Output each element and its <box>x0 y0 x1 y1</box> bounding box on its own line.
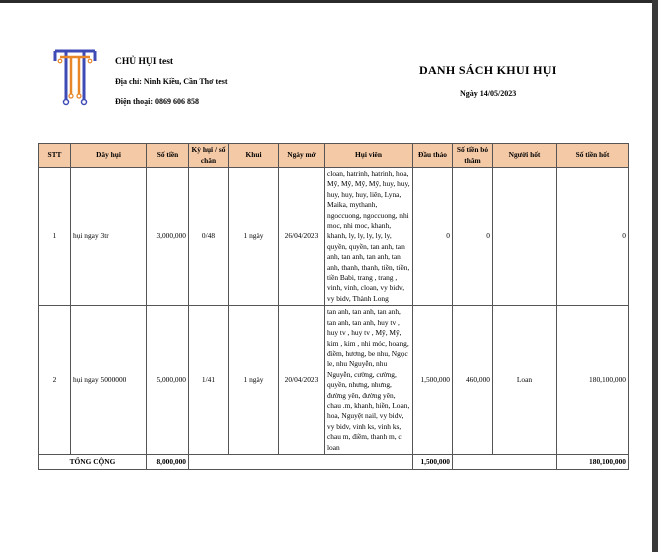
col-header-khui: Khui <box>229 144 279 168</box>
table-row <box>39 306 629 455</box>
table-row <box>39 168 629 306</box>
cell-stt: 1 <box>39 168 71 306</box>
col-header-tien-hot: Số tiền hốt <box>557 144 629 168</box>
cell-period: 1/41 <box>189 306 229 455</box>
cell-tien-hot: 180,100,000 <box>557 306 629 455</box>
cell-nguoi-hot: Loan <box>493 306 557 455</box>
cell-name: hụi ngay 5000000 <box>71 306 147 455</box>
cell-members: cloan, hatrinh, hatrinh, hoa, Mỹ, Mỹ, Mỹ, Mỹ, huy, huy, huy, huy, huy, liên, Lyna, Maika, mythanh, ngoccuong, ngoccuong, nhi moc, nhi moc, khanh, khanh, ly, ly, ly, ly, ly, quyền, quyền, tan anh, tan anh, tan anh, tan anh, tan anh, thanh, thanh, tiền, tiền, tiền Babi, trang , trang , vinh, vinh, cloan, vy bidv, vy bidv, Thành Long <box>325 168 413 306</box>
col-header-open-date: Ngày mở <box>279 144 325 168</box>
total-amount: 8,000,000 <box>147 454 189 469</box>
col-header-members: Hụi viên <box>325 144 413 168</box>
cell-members: tan anh, tan anh, tan anh, tan anh, tan anh, huy tv , huy tv , huy tv , Mỹ, Mỹ, kim , kim , nhi móc, hoang, điềm, hương, be nhu, Ngọc le, nhu Nguyễn, nhu Nguyễn, cường, cường, quyền, nhưng, nhưng, đường yên, đường yên, chau .m, khanh, hiền, Loan, hoa, Nguyệt nail, vy bidv, vy bidv, vinh ks, vinh ks, chau m, điềm, thanh m, c loan <box>325 306 413 455</box>
total-label: TỔNG CỘNG <box>39 454 147 469</box>
cell-khui: 1 ngày <box>229 306 279 455</box>
cell-period: 0/48 <box>189 168 229 306</box>
total-empty-2 <box>453 454 557 469</box>
scrollbar[interactable] <box>652 0 658 552</box>
cell-bo-tham: 0 <box>453 168 493 306</box>
hui-table <box>38 143 629 470</box>
cell-name: hụi ngay 3tr <box>71 168 147 306</box>
table-header-row <box>39 144 629 168</box>
cell-bo-tham: 460,000 <box>453 306 493 455</box>
cell-khui: 1 ngày <box>229 168 279 306</box>
col-header-nguoi-hot: Người hốt <box>493 144 557 168</box>
total-row <box>39 454 629 469</box>
document-title: DANH SÁCH KHUI HỤI <box>419 63 557 77</box>
cell-open-date: 20/04/2023 <box>279 306 325 455</box>
total-dau-thao: 1,500,000 <box>413 454 453 469</box>
cell-tien-hot: 0 <box>557 168 629 306</box>
col-header-name: Dây hụi <box>71 144 147 168</box>
cell-amount: 3,000,000 <box>147 168 189 306</box>
total-tien-hot: 180,100,000 <box>557 454 629 469</box>
owner-name: CHỦ HỤI test <box>115 57 174 67</box>
owner-address: Địa chỉ: Ninh Kiều, Cần Thơ test <box>115 77 228 86</box>
cell-dau-thao: 1,500,000 <box>413 306 453 455</box>
col-header-stt: STT <box>39 144 71 168</box>
cell-nguoi-hot <box>493 168 557 306</box>
col-header-dau-thao: Đầu thảo <box>413 144 453 168</box>
cell-open-date: 26/04/2023 <box>279 168 325 306</box>
owner-phone: Điện thoại: 0869 606 858 <box>115 97 199 106</box>
total-empty <box>189 454 413 469</box>
t-circuit-logo <box>52 48 98 108</box>
col-header-period: Kỳ hụi / số chân <box>189 144 229 168</box>
col-header-bo-tham: Số tiền bỏ thăm <box>453 144 493 168</box>
cell-amount: 5,000,000 <box>147 306 189 455</box>
col-header-amount: Số tiền <box>147 144 189 168</box>
document-date: Ngày 14/05/2023 <box>460 89 517 98</box>
cell-stt: 2 <box>39 306 71 455</box>
cell-dau-thao: 0 <box>413 168 453 306</box>
